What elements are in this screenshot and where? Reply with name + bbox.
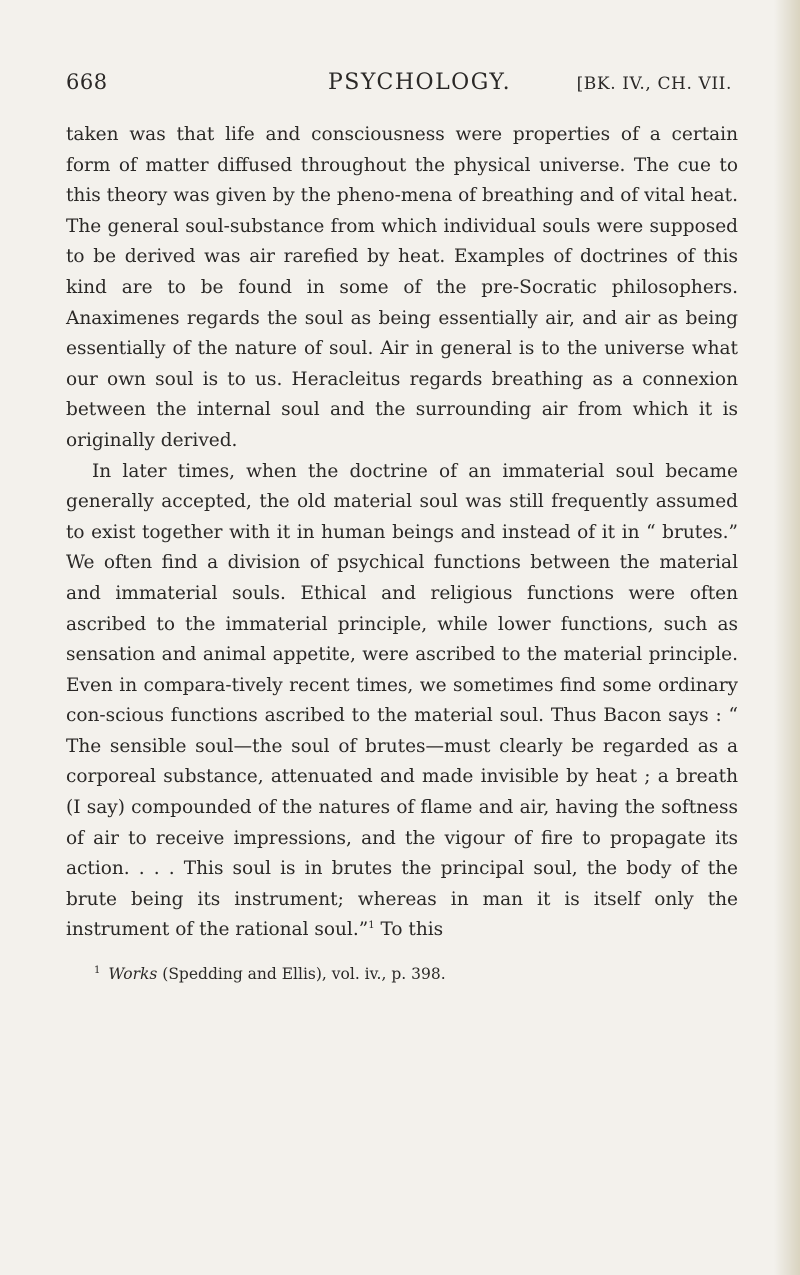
book-page <box>66 70 738 985</box>
footnote-text: (Spedding and Ellis), vol. iv., p. 398. <box>157 965 446 984</box>
paragraph: taken was that life and consciousness were properties of a certain form of matter diffused throughout the physical universe. The cue to this theory was given by the pheno-mena of breathing and of vital heat. The general soul-substance from which individual souls were supposed to be derived was air rarefied by heat. Examples of doctrines of this kind are to be found in some of the pre-Socratic philosophers. Anaximenes regards the soul as being essentially air, and air as being essentially of the nature of soul. Air in general is to the universe what our own soul is to us. Heracleitus regards breathing as a connexion between the internal soul and the surrounding air from which it is originally derived. <box>66 124 738 451</box>
paragraph-text-end: To this <box>374 919 444 941</box>
body-text <box>66 120 738 946</box>
section-reference: [BK. IV., CH. VII. <box>576 74 732 94</box>
page-edge-shadow <box>774 0 800 1275</box>
footnote-marker: 1 <box>94 965 101 977</box>
footnote-title: Works <box>108 965 158 984</box>
footnote-reference: 1 <box>368 920 375 932</box>
page-number: 668 <box>66 70 108 94</box>
paragraph <box>66 457 738 947</box>
running-title: PSYCHOLOGY. <box>328 70 512 95</box>
page-header <box>66 70 738 106</box>
footnote <box>66 960 738 985</box>
paragraph-text: In later times, when the doctrine of an immaterial soul became generally accepted, the old material soul was still frequently assumed to exist together with it in human beings and instead of it in “ brutes.” We often find a division of psychical functions between the material and immaterial souls. Ethical and religious functions were often ascribed to the immaterial principle, while lower functions, such as sensation and animal appetite, were ascribed to the material principle. Even in compara-tively recent times, we sometimes find some ordinary con-scious functions ascribed to the material soul. Thus Bacon says : “ The sensible soul—the soul of brutes—must clearly be regarded as a corporeal substance, attenuated and made invisible by heat ; a breath (I say) compounded of the natures of flame and air, having the softness of air to receive impressions, and the vigour of fire to propagate its action. . . . This soul is in brutes the principal soul, the body of the brute being its instrument; whereas in man it is itself only the instrument of the rational soul.” <box>66 460 738 941</box>
